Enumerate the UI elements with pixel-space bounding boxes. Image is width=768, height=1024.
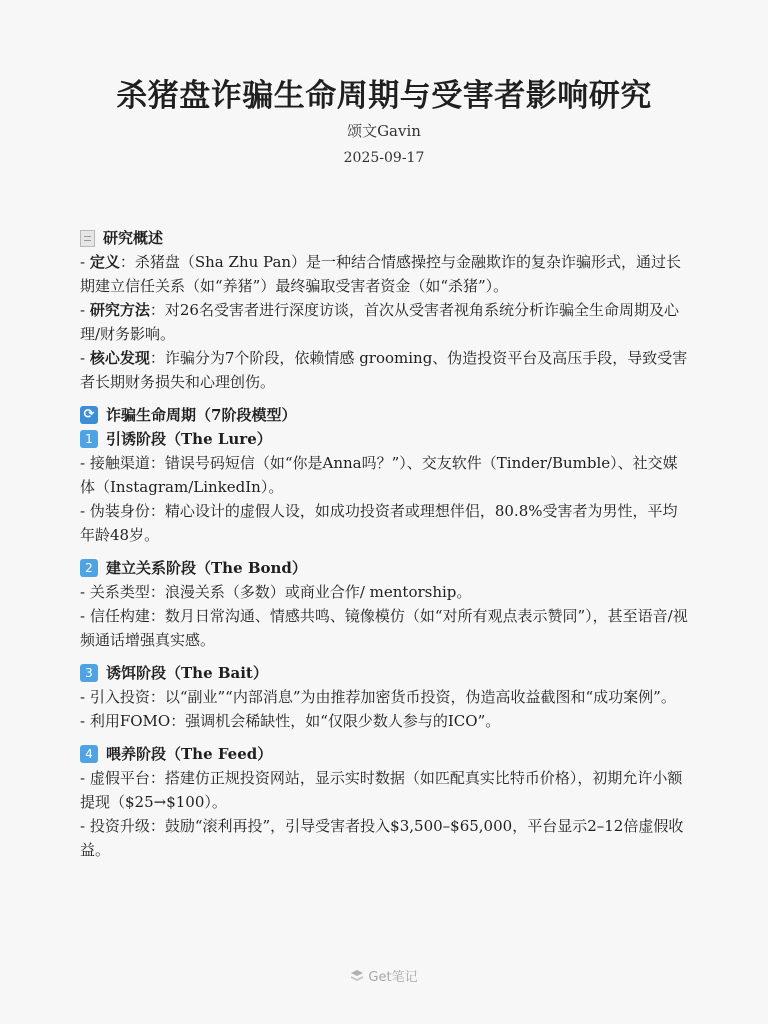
get-logo-icon (350, 969, 364, 983)
overview-item-text: 杀猪盘（Sha Zhu Pan）是一种结合情感操控与金融欺诈的复杂诈骗形式，通过长期建立信任关系（如“养猪”）最终骗取受害者资金（如“杀猪”）。 (80, 253, 682, 295)
number-badge-icon: 2 (80, 559, 98, 577)
cycle-icon: ⟳ (80, 406, 98, 424)
document-author: 颂文Gavin (347, 122, 421, 140)
number-badge-icon: 3 (80, 664, 98, 682)
overview-item-separator: ： (119, 253, 135, 271)
overview-item-text: 诈骗分为7个阶段，依赖情感 grooming、伪造投资平台及高压手段，导致受害者长期财务损失和心理创伤。 (80, 349, 688, 391)
document-date: 2025-09-17 (343, 150, 425, 166)
document-icon (80, 230, 95, 247)
footer-brand-text: Get笔记 (368, 970, 418, 985)
overview-item-text: 对26名受害者进行深度访谈，首次从受害者视角系统分析诈骗全生命周期及心理/财务影响。 (80, 301, 679, 343)
stage-item: - 信任构建：数月日常沟通、情感共鸣、镜像模仿（如“对所有观点表示赞同”），甚至语音/视频通话增强真实感。 (80, 607, 688, 649)
document-body (80, 226, 692, 862)
lifecycle-heading (80, 403, 692, 427)
stage-heading (80, 661, 692, 685)
overview-list (80, 250, 692, 394)
stage-item: - 引入投资：以“副业”“内部消息”为由推荐加密货币投资，伪造高收益截图和“成功案例”。 (80, 688, 676, 706)
stage-block (80, 742, 692, 862)
stage-item: - 关系类型：浪漫关系（多数）或商业合作/ mentorship。 (80, 583, 472, 601)
stage-title: 喂养阶段（The Feed） (106, 745, 273, 763)
stage-heading (80, 556, 692, 580)
stage-block (80, 427, 692, 547)
stage-heading (80, 427, 692, 451)
stage-item: - 伪装身份：精心设计的虚假人设，如成功投资者或理想伴侣，80.8%受害者为男性，平均年龄48岁。 (80, 502, 678, 544)
stage-item: - 虚假平台：搭建仿正规投资网站，显示实时数据（如匹配真实比特币价格），初期允许小额提现（$25→$100）。 (80, 769, 683, 811)
lifecycle-heading-text: 诈骗生命周期（7阶段模型） (106, 406, 297, 424)
overview-item (80, 250, 692, 298)
footer-brand (0, 966, 768, 985)
overview-item-prefix: - (80, 301, 90, 319)
stage-heading (80, 742, 692, 766)
overview-item-label: 定义 (89, 253, 120, 271)
stage-item: - 接触渠道：错误号码短信（如“你是Anna吗？”）、交友软件（Tinder/Bumble）、社交媒体（Instagram/LinkedIn）。 (80, 454, 678, 496)
stage-title: 诱饵阶段（The Bait） (106, 664, 268, 682)
overview-item-separator: ： (149, 301, 165, 319)
overview-item (80, 298, 692, 346)
overview-item-label: 研究方法 (89, 301, 150, 319)
stage-title: 引诱阶段（The Lure） (106, 430, 272, 448)
overview-item-label: 核心发现 (89, 349, 150, 367)
number-badge-icon: 1 (80, 430, 98, 448)
document-header (0, 0, 768, 168)
stage-list (80, 427, 692, 862)
overview-item-separator: ： (149, 349, 165, 367)
number-badge-icon: 4 (80, 745, 98, 763)
stage-block (80, 556, 692, 652)
overview-heading (80, 226, 692, 250)
document-title: 杀猪盘诈骗生命周期与受害者影响研究 (116, 78, 652, 114)
stage-item: - 利用FOMO：强调机会稀缺性，如“仅限少数人参与的ICO”。 (80, 712, 501, 730)
stage-block (80, 661, 692, 733)
stage-title: 建立关系阶段（The Bond） (106, 559, 307, 577)
overview-item-prefix: - (80, 253, 90, 271)
overview-item-prefix: - (80, 349, 90, 367)
stage-item: - 投资升级：鼓励“滚利再投”，引导受害者投入$3,500–$65,000，平台显示2–12倍虚假收益。 (80, 817, 684, 859)
overview-item (80, 346, 692, 394)
overview-heading-text: 研究概述 (103, 229, 164, 247)
